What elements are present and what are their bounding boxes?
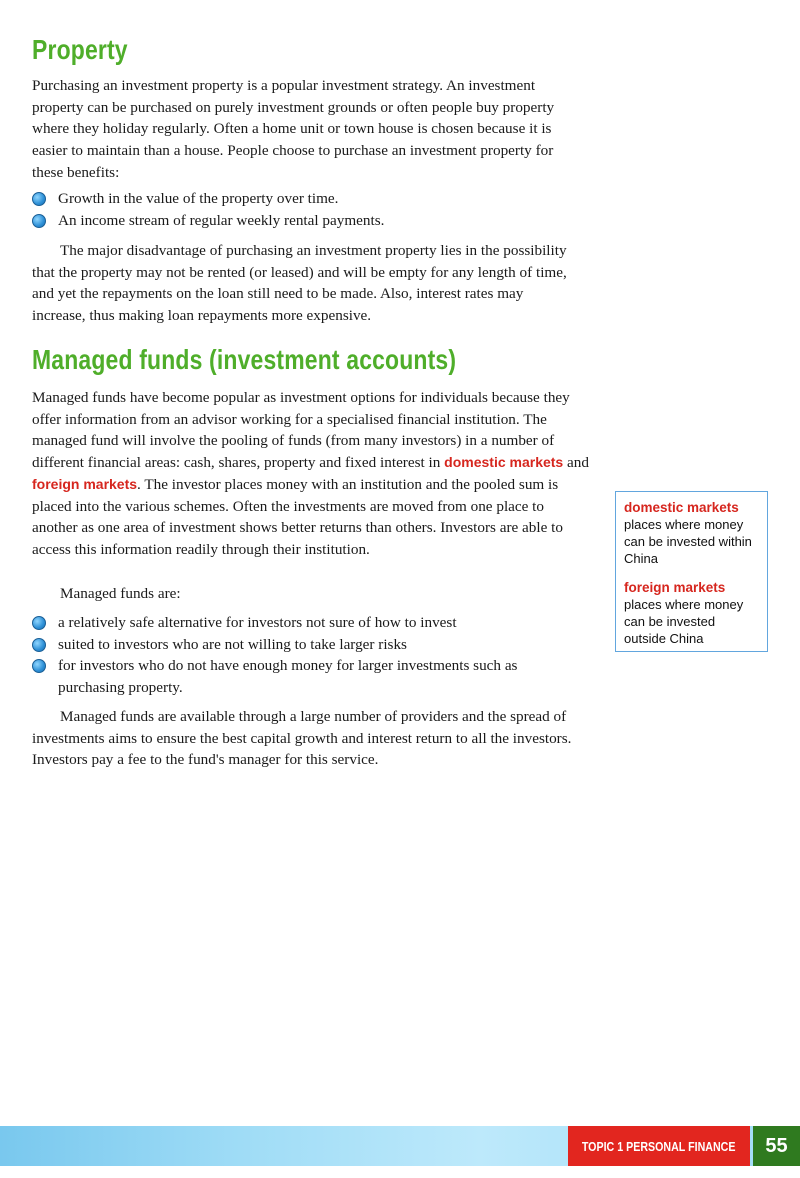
list-item: suited to investors who are not willing to take larger risks [32, 634, 580, 656]
key-term-foreign-markets: foreign markets [32, 475, 138, 492]
bullet-icon [32, 659, 46, 673]
property-disadvantage: The major disadvantage of purchasing an investment property lies in the possibility that the property may not be rented (or leased) and will be empty for any length of time, and yet the repayments on the loan still need to be made. Also, interest rates may increase, thus making loan repayments more expensive. [32, 242, 567, 325]
list-item: for investors who do not have enough money for larger investments such as purchasing property. [32, 655, 580, 698]
glossary-term: foreign markets [624, 580, 726, 595]
bullet-icon [32, 214, 46, 228]
managed-funds-list [32, 612, 580, 699]
managed-funds-are-label: Managed funds are: [60, 585, 181, 602]
bullet-icon [32, 192, 46, 206]
list-item: a relatively safe alternative for investors not sure of how to invest [32, 612, 580, 634]
section-heading-managed-funds: Managed funds (investment accounts) [32, 344, 457, 375]
glossary-term: domestic markets [624, 500, 739, 515]
property-intro: Purchasing an investment property is a popular investment strategy. An investment property can be purchased on purely investment grounds or often people buy property where they holiday regularly. Often a home unit or town house is chosen because it is easier to maintain than a house. People choose to purchase an investment property for these benefits: [32, 77, 555, 181]
glossary-definition: places where money can be invested within China [624, 517, 752, 566]
property-benefits-list [32, 188, 572, 231]
managed-funds-intro: Managed funds have become popular as investment options for individuals because they offer information from an advisor working for a specialised financial institution. The managed fund will involve the pooling of funds (from many investors) in a number of different financial areas: cash, shares, property and fixed interest in domestic markets and foreign markets. The investor places money with an institution and the pooled sum is placed into the various schemes. Often the investments are moved from one place to another as one area of investment shows better returns than others. Investors are able to access this information readily through their institution. [32, 389, 589, 558]
glossary-box [615, 491, 768, 652]
list-item: An income stream of regular weekly rental payments. [32, 210, 572, 232]
page-number: 55 [753, 1126, 800, 1166]
footer-topic-label: TOPIC 1 PERSONAL FINANCE [568, 1126, 750, 1166]
list-item: Growth in the value of the property over time. [32, 188, 572, 210]
section-heading-property: Property [32, 34, 128, 65]
glossary-definition: places where money can be invested outside China [624, 597, 744, 646]
key-term-domestic-markets: domestic markets [444, 454, 564, 471]
bullet-icon [32, 638, 46, 652]
managed-funds-closing: Managed funds are available through a large number of providers and the spread of investments aims to ensure the best capital growth and interest return to all the investors. Investors pay a fee to the fund's manager for this service. [32, 708, 572, 769]
bullet-icon [32, 616, 46, 630]
